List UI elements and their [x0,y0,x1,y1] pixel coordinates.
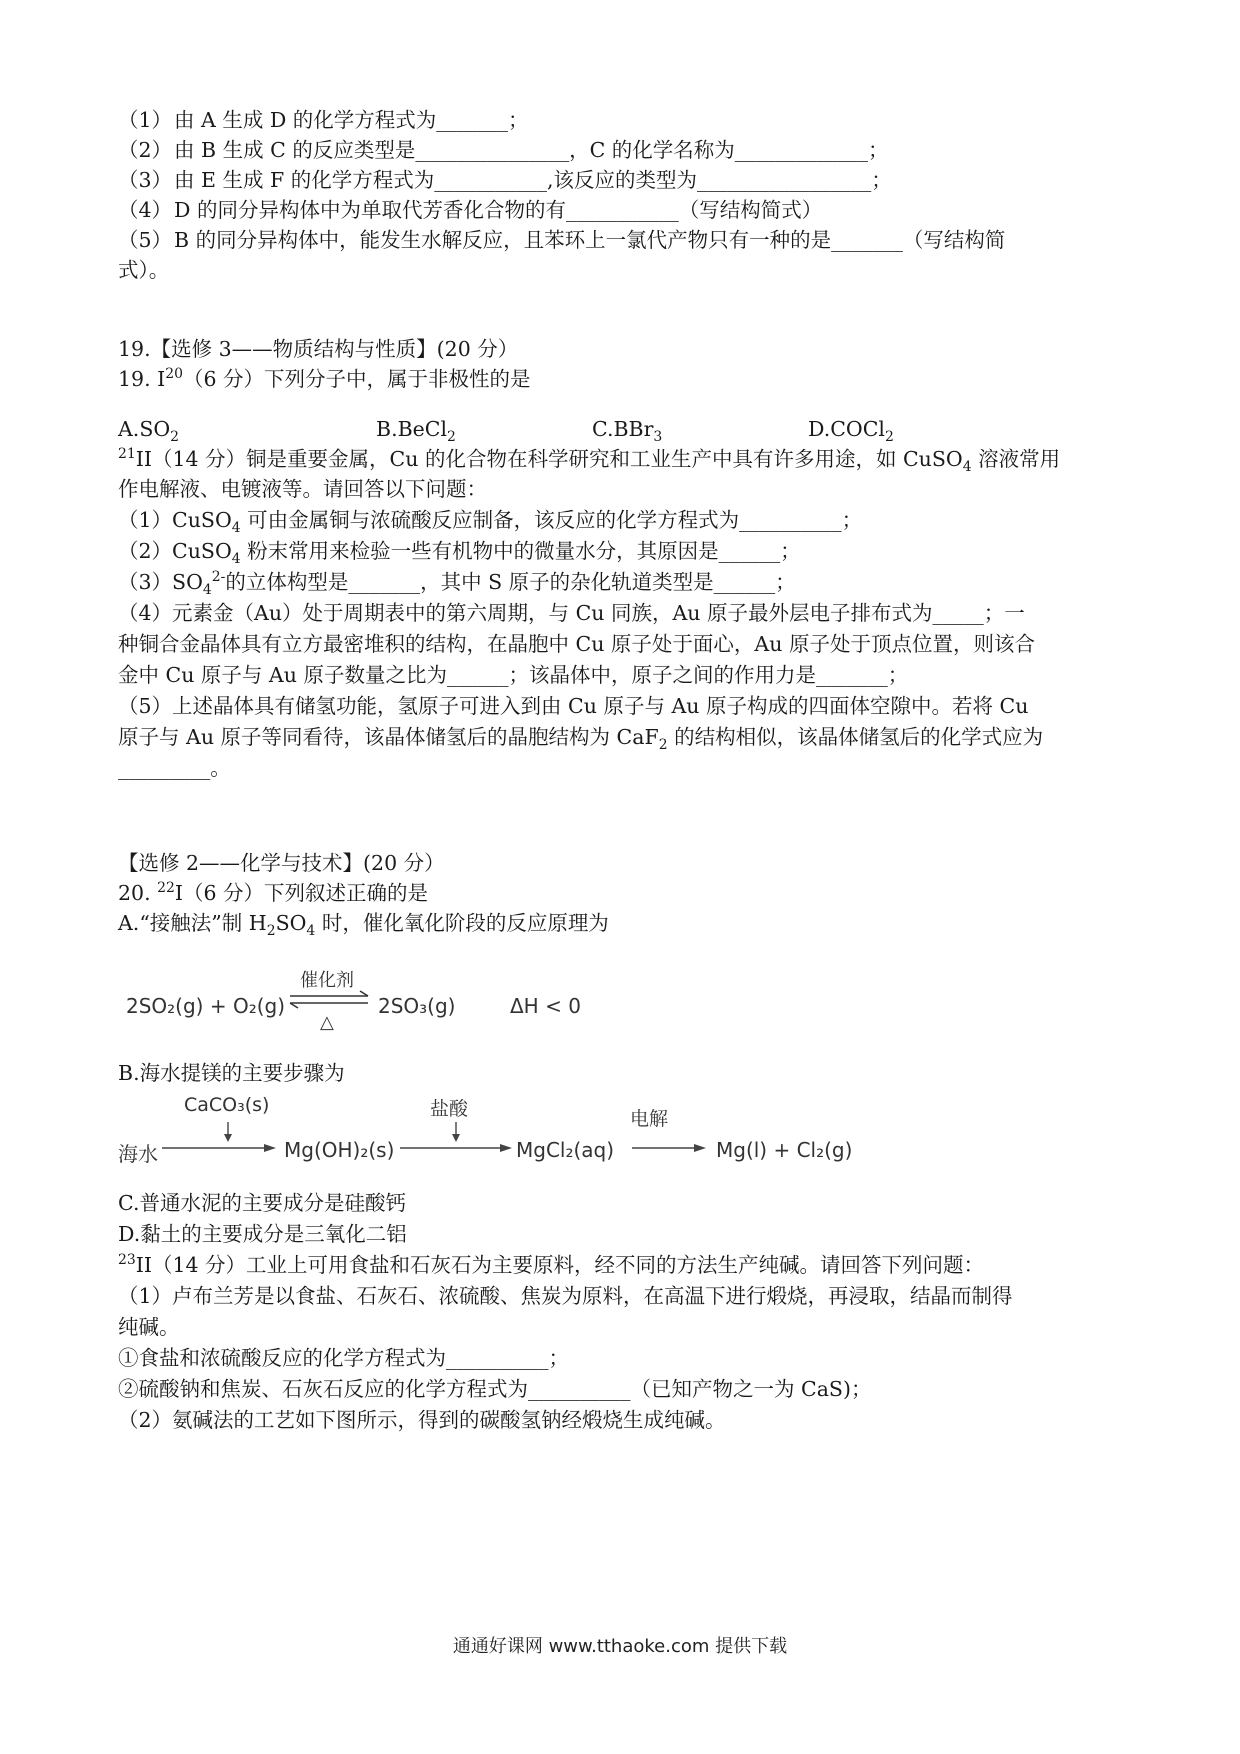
q19-sub4-line-2: 种铜合金晶体具有立方最密堆积的结构，在晶胞中 Cu 原子处于面心，Au 原子处于顶点位置，则该合 [118,632,1035,656]
q18-num-1: （1） [118,108,173,132]
q20-option-a: A.“接触法”制 $H_2SO_4$ 时，催化氧化阶段的反应原理为 [118,911,609,940]
q18-text-1: 由 A 生成 D 的化学方程式为_______； [174,108,529,132]
q20-sub2: （2）氨碱法的工艺如下图所示，得到的碳酸氢钠经煅烧生成纯碱。 [118,1408,726,1432]
q19-option-b: B.BeCl$_2$ [376,417,456,446]
q20-part1: 20. $^{22}$I（6 分）下列叙述正确的是 [118,880,429,905]
q19-sub5-line-3: _________。 [118,756,231,780]
q20-sub1-line-1: （1）卢布兰芳是以食盐、石灰石、浓硫酸、焦炭为原料，在高温下进行煅烧，再浸取，结晶而制得 [118,1284,1013,1308]
flow-arrow-1 [160,1118,280,1158]
q19-part2-footnote: 21 [118,446,136,463]
eq1-catalyst: 催化剂 [300,970,354,991]
q18-line-1 [118,105,1128,135]
q18-line-5-cont: 式）。 [118,258,170,282]
q18-line-2 [118,135,1128,165]
q19-part2-line-2: 作电解液、电镀液等。请回答以下问题： [118,477,487,501]
q18-text-3: 由 E 生成 F 的化学方程式为___________,该反应的类型为_________________； [174,168,892,192]
q19-sub3: $(3)SO_4^{2-}$的立体构型是_______，其中 S 原子的杂化轨道类型是______； [118,569,796,599]
eq1-right: 2SO₃(g) [378,994,456,1018]
q18-line-5 [118,225,1128,255]
q19-part1 [118,364,1128,394]
q19-option-c: C.BBr$_3$ [592,417,663,446]
q18-num-2: （2） [118,138,173,162]
flow-arrow-2 [398,1118,518,1158]
q20-part1-footnote: 22 [157,880,175,897]
q18-line-4 [118,195,1128,225]
q18-text-5: B 的同分异构体中，能发生水解反应，且苯环上一氯代产物只有一种的是_______（写结构简 [174,228,1006,252]
q18-text-4: D 的同分异构体中为单取代芳香化合物的有___________（写结构简式） [174,198,823,222]
q19-sub4-line-1: （4）元素金（Au）处于周期表中的第六周期，与 Cu 同族，Au 原子最外层电子排布式为_____；一 [118,601,1025,625]
q20-sub1-line-2: 纯碱。 [118,1315,180,1339]
flow-start: 海水 [118,1142,158,1166]
q19-sub4-line-3: 金中 Cu 原子与 Au 原子数量之比为______；该晶体中，原子之间的作用力是_______； [118,663,909,687]
eq1-heat: △ [320,1012,334,1033]
q19-part1-prefix: 19. I [118,367,166,391]
q19-part2-line-1: $^{21}$II（14 分）铜是重要金属，Cu 的化合物在科学研究和工业生产中具有许多用途，如 CuSO$_4$ 溶液常用 [118,446,1061,476]
flow-reagent-3: 电解 [630,1108,669,1130]
q20-option-c: C.普通水泥的主要成分是硅酸钙 [118,1191,406,1215]
flow-product-1: Mg(OH)₂(s) [284,1138,395,1162]
flow-reagent-1: CaCO₃(s) [184,1094,270,1116]
eq1-reversible-arrow [288,990,372,1010]
q20-sub1-item-2: ②硫酸钠和焦炭、石灰石反应的化学方程式为__________（已知产物之一为 CaS)； [118,1377,872,1401]
q19-sub2: （2）CuSO$_4$ 粉末常用来检验一些有机物中的微量水分，其原因是______； [118,539,801,568]
q19-sub5-line-2: 原子与 Au 原子等同看待，该晶体储氢后的晶胞结构为 CaF$_2$ 的结构相似，该晶体储氢后的化学式应为 [118,725,1044,754]
q18-num-3: （3） [118,168,173,192]
flow-product-3: Mg(l) + Cl₂(g) [716,1138,853,1162]
q20-sub1-item-1: ①食盐和浓硫酸反应的化学方程式为__________； [118,1346,569,1370]
q19-option-a: $A.SO_2$ [118,417,180,446]
q20-heading: 【选修 2——化学与技术】(20 分） [118,851,445,875]
flow-reagent-2: 盐酸 [430,1098,469,1120]
q20-part2-footnote: 23 [118,1252,136,1269]
q18-num-5: （5） [118,228,173,252]
eq1-delta-h: ΔH < 0 [510,994,581,1018]
q20-option-d: D.黏土的主要成分是三氧化二铝 [118,1222,407,1246]
q19-option-d: D.COCl$_2$ [808,417,894,446]
q18-num-4: （4） [118,198,173,222]
q18-text-2: 由 B 生成 C 的反应类型是_______________，C 的化学名称为_____________； [174,138,889,162]
q19-heading: 19.【选修 3——物质结构与性质】(20 分） [118,337,519,361]
q19-part1-text: （6 分）下列分子中，属于非极性的是 [182,367,531,391]
flow-product-2: MgCl₂(aq) [516,1138,615,1162]
q19-sub1: （1）CuSO$_4$ 可由金属铜与浓硫酸反应制备，该反应的化学方程式为__________； [118,508,863,537]
eq1-left: 2SO₂(g) + O₂(g) [126,994,286,1018]
q19-part1-footnote: 20 [165,366,183,383]
page-footer: 通通好课网 www.tthaoke.com 提供下载 [452,1636,788,1657]
flow-arrow-3 [630,1138,710,1158]
q20-option-b: B.海水提镁的主要步骤为 [118,1061,345,1085]
q20-part2: $^{23}$II（14 分）工业上可用食盐和石灰石为主要原料，经不同的方法生产纯碱。请回答下列问题： [118,1252,985,1277]
q18-line-3 [118,165,1128,195]
q19-sub5-line-1: （5）上述晶体具有储氢功能，氢原子可进入到由 Cu 原子与 Au 原子构成的四面体空隙中。若将 Cu [118,694,1029,718]
